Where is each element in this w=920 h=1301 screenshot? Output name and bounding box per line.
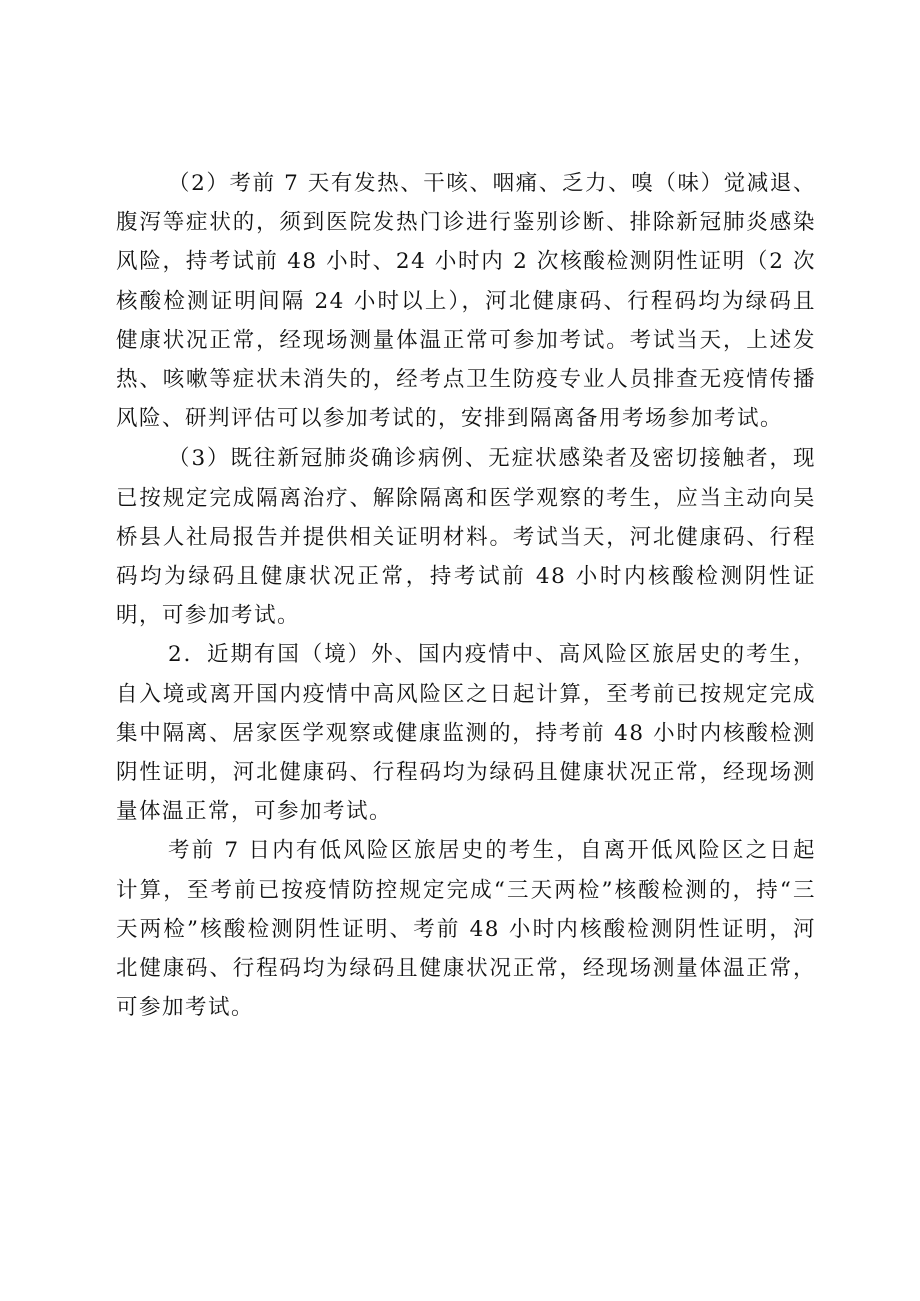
paragraph-prior-cases: （3）既往新冠肺炎确诊病例、无症状感染者及密切接触者，现已按规定完成隔离治疗、解除隔离和医学观察的考生，应当主动向吴桥县人社局报告并提供相关证明材料。考试当天，河北健康码、行程码均为绿码且健康状况正常，持考试前 48 小时内核酸检测阴性证明，可参加考试。 <box>116 446 816 629</box>
paragraph-symptoms: （2）考前 7 天有发热、干咳、咽痛、乏力、嗅（味）觉减退、腹泻等症状的，须到医院发热门诊进行鉴别诊断、排除新冠肺炎感染风险，持考试前 48 小时、24 小时内 2 次核酸检测阴性证明（2 次核酸检测证明间隔 24 小时以上），河北健康码、行程码均为绿码且健康状况正常，经现场测量体温正常可参加考试。考试当天，上述发热、咳嗽等症状未消失的，经考点卫生防疫专业人员排查无疫情传播风险、研判评估可以参加考试的，安排到隔离备用考场参加考试。 <box>116 171 816 432</box>
paragraph-risk-area-travel: 2．近期有国（境）外、国内疫情中、高风险区旅居史的考生，自入境或离开国内疫情中高风险区之日起计算，至考前已按规定完成集中隔离、居家医学观察或健康监测的，持考前 48 小时内核酸检测阴性证明，河北健康码、行程码均为绿码且健康状况正常，经现场测量体温正常，可参加考试。 <box>116 642 816 825</box>
document-body <box>116 164 816 1027</box>
paragraph-low-risk-travel: 考前 7 日内有低风险区旅居史的考生，自离开低风险区之日起计算，至考前已按疫情防控规定完成“三天两检”核酸检测的，持“三天两检”核酸检测阴性证明、考前 48 小时内核酸检测阴性证明，河北健康码、行程码均为绿码且健康状况正常，经现场测量体温正常，可参加考试。 <box>116 838 816 1021</box>
